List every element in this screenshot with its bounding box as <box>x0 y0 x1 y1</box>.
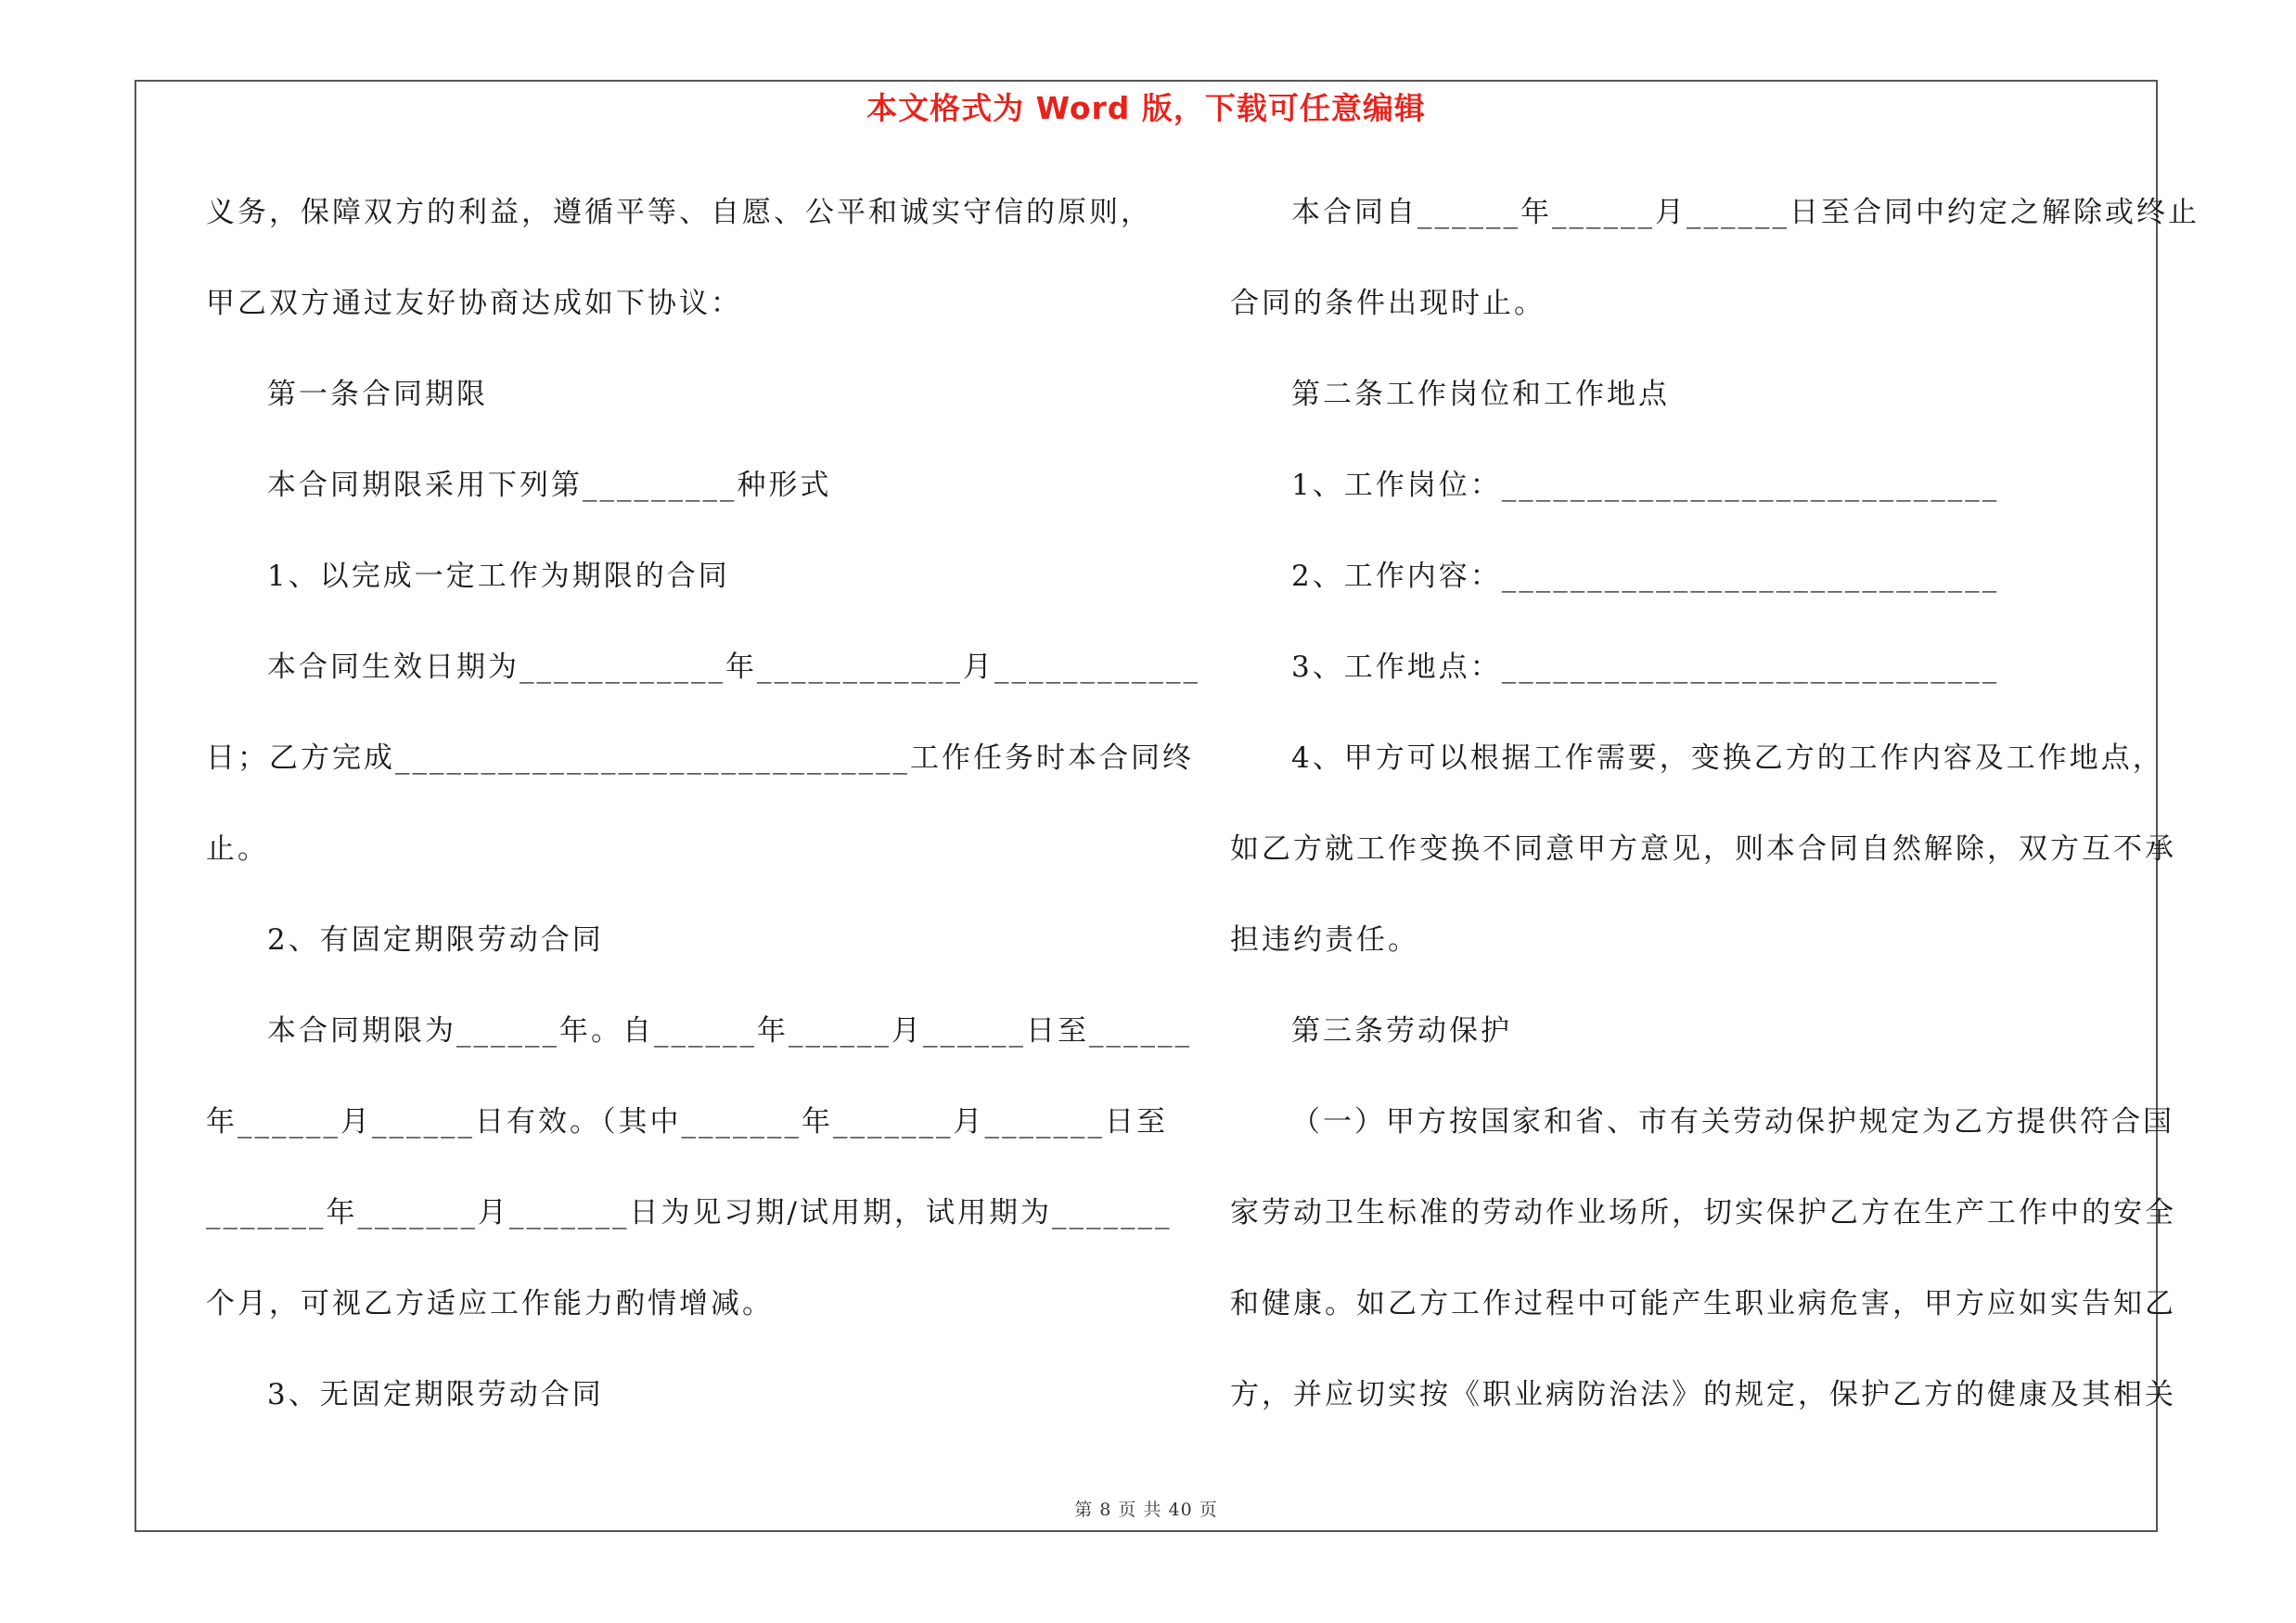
right-paragraph-line: 2、工作内容：_____________________________ <box>1291 560 2000 593</box>
left-paragraph-line: 3、无固定期限劳动合同 <box>267 1378 604 1411</box>
left-paragraph-line: 年______月______日有效。（其中_______年_______月_______日至 <box>206 1105 1168 1139</box>
left-paragraph-line: 本合同生效日期为____________年____________月____________ <box>267 650 1200 684</box>
left-paragraph-line: 个月，可视乙方适应工作能力酌情增减。 <box>206 1287 774 1320</box>
right-column <box>1230 180 2200 1453</box>
left-paragraph-line: 甲乙双方通过友好协商达成如下协议： <box>206 287 742 320</box>
right-paragraph-line: 和健康。如乙方工作过程中可能产生职业病危害，甲方应如实告知乙 <box>1230 1287 2176 1320</box>
left-column <box>206 180 1200 1453</box>
right-paragraph-line: 担违约责任。 <box>1230 923 1419 957</box>
right-paragraph-line: 第三条劳动保护 <box>1291 1014 1512 1048</box>
left-paragraph-line: 2、有固定期限劳动合同 <box>267 923 604 957</box>
right-paragraph-line: 第二条工作岗位和工作地点 <box>1291 378 1670 411</box>
right-paragraph-line: 合同的条件出现时止。 <box>1230 287 1546 320</box>
format-banner: 本文格式为 Word 版，下载可任意编辑 <box>866 90 1426 126</box>
right-paragraph-line: 4、甲方可以根据工作需要，变换乙方的工作内容及工作地点， <box>1291 741 2164 775</box>
right-paragraph-line: 本合同自______年______月______日至合同中约定之解除或终止 <box>1291 196 2200 229</box>
left-paragraph-line: 止。 <box>206 832 269 866</box>
right-paragraph-line: 家劳动卫生标准的劳动作业场所，切实保护乙方在生产工作中的安全 <box>1230 1196 2176 1230</box>
right-paragraph-line: 1、工作岗位：_____________________________ <box>1291 469 2000 502</box>
left-paragraph-line: _______年_______月_______日为见习期/试用期，试用期为_______ <box>206 1196 1173 1230</box>
right-paragraph-line: 3、工作地点：_____________________________ <box>1291 650 2000 684</box>
right-paragraph-line: 如乙方就工作变换不同意甲方意见，则本合同自然解除，双方互不承 <box>1230 832 2176 866</box>
right-paragraph-line: 方，并应切实按《职业病防治法》的规定，保护乙方的健康及其相关 <box>1230 1378 2176 1411</box>
left-paragraph-line: 本合同期限采用下列第_________种形式 <box>267 469 832 502</box>
page-number: 第 8 页 共 40 页 <box>1074 1500 1218 1520</box>
left-paragraph-line: 日；乙方完成______________________________工作任务时本合同终 <box>206 741 1194 775</box>
left-paragraph-line: 本合同期限为______年。自______年______月______日至______ <box>267 1014 1192 1048</box>
left-paragraph-line: 1、以完成一定工作为期限的合同 <box>267 560 730 593</box>
left-paragraph-line: 义务，保障双方的利益，遵循平等、自愿、公平和诚实守信的原则， <box>206 196 1152 229</box>
left-paragraph-line: 第一条合同期限 <box>267 378 488 411</box>
right-paragraph-line: （一）甲方按国家和省、市有关劳动保护规定为乙方提供符合国 <box>1291 1105 2174 1139</box>
